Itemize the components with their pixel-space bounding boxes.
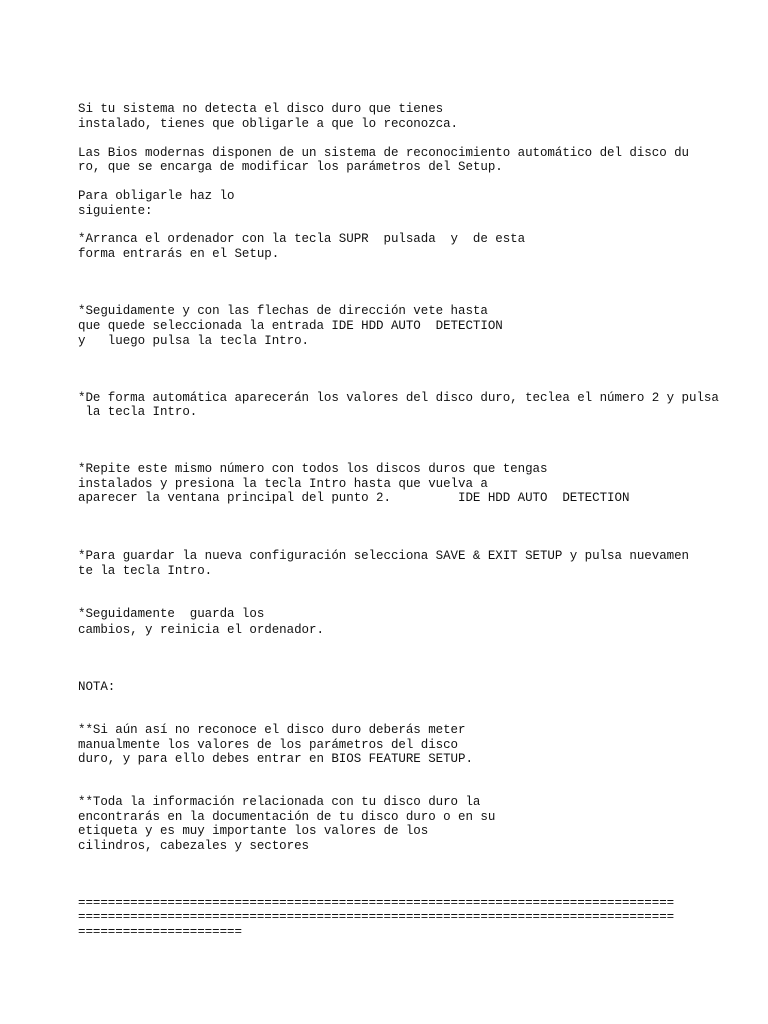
text-line: Si tu sistema no detecta el disco duro que tienes <box>78 102 444 116</box>
text-line: instalado, tienes que obligarle a que lo reconozca. <box>78 117 459 131</box>
text-line: cambios, y reinicia el ordenador. <box>78 623 324 637</box>
text-line: siguiente: <box>78 204 153 218</box>
text-line: cilindros, cabezales y sectores <box>78 839 309 853</box>
separator-line: ================================================================================ <box>78 896 675 910</box>
text-line: *De forma automática aparecerán los valores del disco duro, teclea el número 2 y pulsa <box>78 391 719 405</box>
text-line: *Para guardar la nueva configuración selecciona SAVE & EXIT SETUP y pulsa nuevamen <box>78 549 690 563</box>
text-line: *Seguidamente guarda los <box>78 607 265 621</box>
text-line: **Toda la información relacionada con tu disco duro la <box>78 795 481 809</box>
text-line: manualmente los valores de los parámetros del disco <box>78 738 459 752</box>
text-line: Para obligarle haz lo <box>78 189 235 203</box>
text-line: aparecer la ventana principal del punto 2. IDE HDD AUTO DETECTION <box>78 491 630 505</box>
text-line: te la tecla Intro. <box>78 564 213 578</box>
text-line: ro, que se encarga de modificar los parámetros del Setup. <box>78 160 503 174</box>
text-line: *Seguidamente y con las flechas de dirección vete hasta <box>78 304 488 318</box>
text-line: Las Bios modernas disponen de un sistema de reconocimiento automático del disco du <box>78 146 690 160</box>
note-heading: NOTA: <box>78 680 116 694</box>
separator-line: ====================== <box>78 925 242 939</box>
text-line: forma entrarás en el Setup. <box>78 247 280 261</box>
separator-line: ================================================================================ <box>78 910 675 924</box>
text-line: que quede seleccionada la entrada IDE HDD AUTO DETECTION <box>78 319 503 333</box>
text-line: etiqueta y es muy importante los valores de los <box>78 824 429 838</box>
text-line: instalados y presiona la tecla Intro hasta que vuelva a <box>78 477 488 491</box>
text-line: la tecla Intro. <box>78 405 198 419</box>
text-line: duro, y para ello debes entrar en BIOS FEATURE SETUP. <box>78 752 473 766</box>
text-line: encontrarás en la documentación de tu disco duro o en su <box>78 810 496 824</box>
text-line: *Repite este mismo número con todos los discos duros que tengas <box>78 462 548 476</box>
text-line: y luego pulsa la tecla Intro. <box>78 334 309 348</box>
text-line: *Arranca el ordenador con la tecla SUPR pulsada y de esta <box>78 232 526 246</box>
text-line: **Si aún así no reconoce el disco duro deberás meter <box>78 723 466 737</box>
